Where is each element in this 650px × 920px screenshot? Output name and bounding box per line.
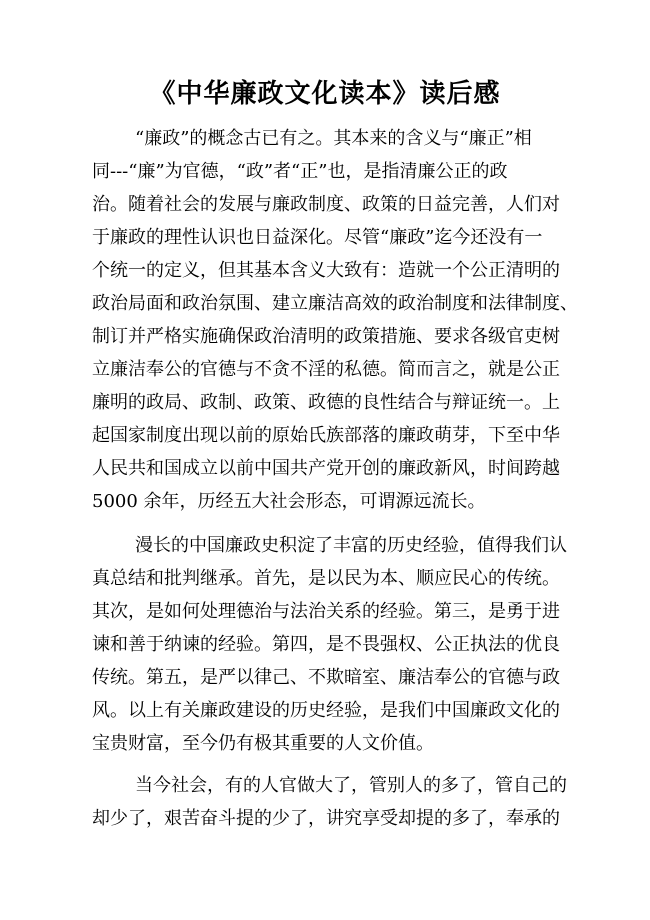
paragraph-line: 传统。第五，是严以律己、不欺暗室、廉洁奉公的官德与政	[92, 667, 560, 688]
paragraph-line: 制订并严格实施确保政治清明的政策措施、要求各级官吏树	[92, 326, 560, 347]
document-title: 《中华廉政文化读本》读后感	[149, 79, 501, 109]
paragraph-line: 却少了，艰苦奋斗提的少了，讲究享受却提的多了，奉承的	[92, 808, 560, 829]
paragraph-line: 漫长的中国廉政史积淀了丰富的历史经验，值得我们认	[135, 535, 567, 556]
paragraph-line: 当今社会，有的人官做大了，管别人的多了，管自己的	[135, 775, 567, 796]
paragraph-line: 政治局面和政治氛围、建立廉洁高效的政治制度和法律制度、	[92, 293, 578, 314]
paragraph-line: 真总结和批判继承。首先，是以民为本、顺应民心的传统。	[92, 568, 560, 589]
paragraph-line: 5000 余年，历经五大社会形态，可谓源远流长。	[92, 491, 486, 512]
paragraph-line: 治。随着社会的发展与廉政制度、政策的日益完善，人们对	[92, 194, 560, 215]
paragraph-line: “廉政”的概念古已有之。其本来的含义与“廉正”相	[135, 128, 532, 149]
paragraph-line: 其次，是如何处理德治与法治关系的经验。第三，是勇于进	[92, 601, 560, 622]
paragraph-line: 人民共和国成立以前中国共产党开创的廉政新风，时间跨越	[92, 458, 560, 479]
paragraph-line: 立廉洁奉公的官德与不贪不淫的私德。简而言之，就是公正	[92, 359, 560, 380]
paragraph-line: 起国家制度出现以前的原始氏族部落的廉政萌芽，下至中华	[92, 425, 560, 446]
paragraph-line: 宝贵财富，至今仍有极其重要的人文价值。	[92, 733, 434, 754]
paragraph-line: 同---“廉”为官德，“政”者“正”也，是指清廉公正的政	[92, 161, 508, 182]
paragraph-line: 廉明的政局、政制、政策、政德的良性结合与辩证统一。上	[92, 392, 560, 413]
paragraph-line: 个统一的定义，但其基本含义大致有：造就一个公正清明的	[92, 260, 560, 281]
paragraph-line: 谏和善于纳谏的经验。第四，是不畏强权、公正执法的优良	[92, 634, 560, 655]
paragraph-line: 于廉政的理性认识也日益深化。尽管“廉政”迄今还没有一	[92, 227, 543, 248]
paragraph-line: 风。以上有关廉政建设的历史经验，是我们中国廉政文化的	[92, 700, 560, 721]
